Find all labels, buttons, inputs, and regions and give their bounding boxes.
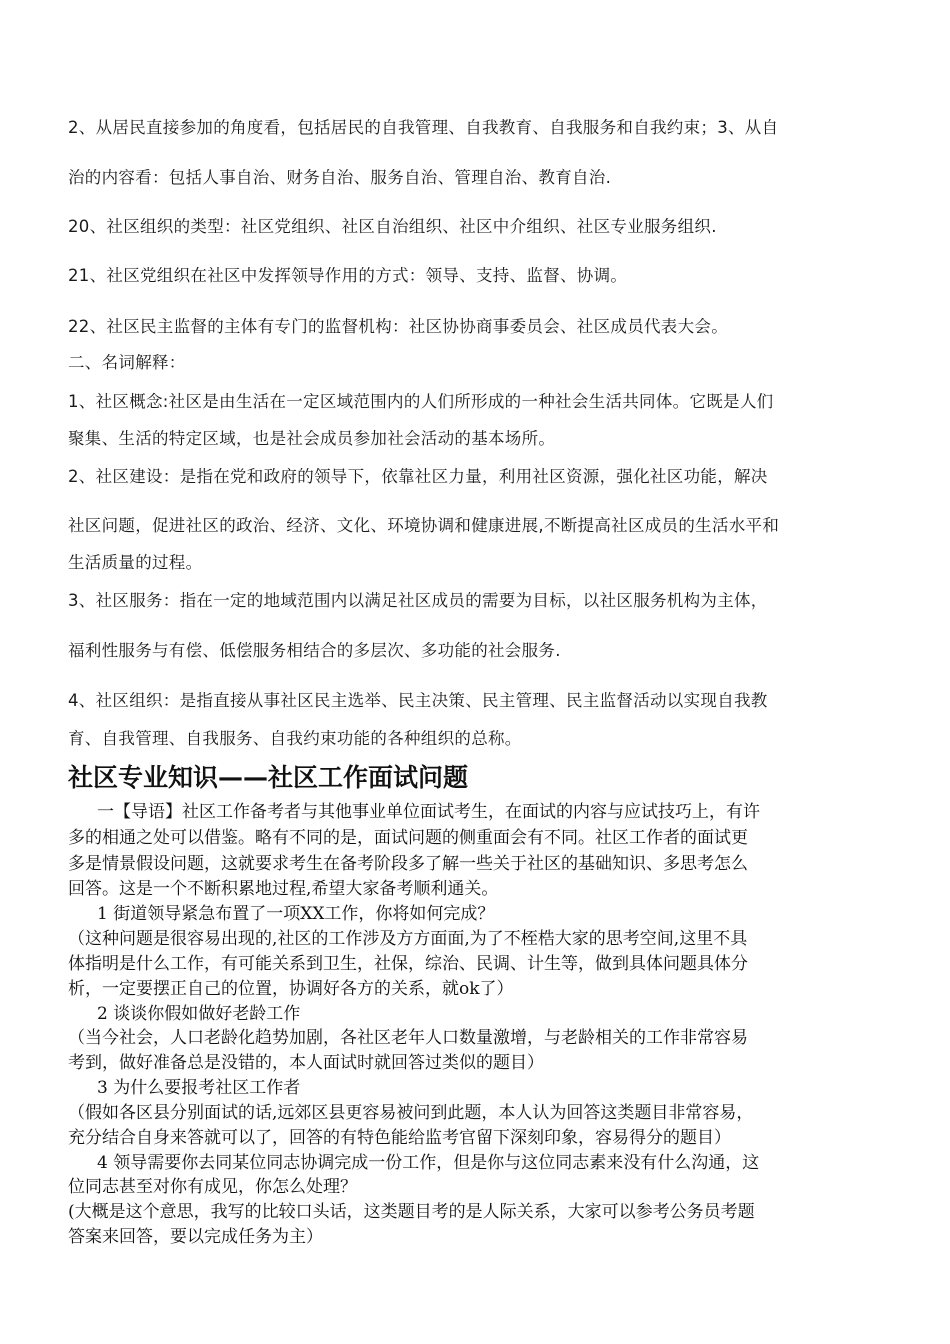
- text-line: 福利性服务与有偿、低偿服务相结合的多层次、多功能的社会服务.: [68, 641, 561, 660]
- text-line: 20、社区组织的类型：社区党组织、社区自治组织、社区中介组织、社区专业服务组织.: [68, 217, 717, 236]
- text-line: （假如各区县分别面试的话,远郊区县更容易被问到此题，本人认为回答这类题目非常容易，: [68, 1103, 754, 1123]
- text-line: 多的相通之处可以借鉴。略有不同的是，面试问题的侧重面会有不同。社区工作者的面试更: [68, 828, 748, 848]
- text-line: 21、社区党组织在社区中发挥领导作用的方式：领导、支持、监督、协调。: [68, 266, 628, 285]
- question-line: 4 领导需要你去同某位同志协调完成一份工作，但是你与这位同志素来没有什么沟通，这: [97, 1153, 760, 1173]
- section-title: 二、名词解释：: [68, 353, 186, 372]
- text-line: 育、自我管理、自我服务、自我约束功能的各种组织的总称。: [68, 729, 522, 748]
- text-line: 2、从居民直接参加的角度看，包括居民的自我管理、自我教育、自我服务和自我约束；3、从自: [68, 118, 779, 137]
- text-line: 22、社区民主监督的主体有专门的监督机构：社区协协商事委员会、社区成员代表大会。: [68, 317, 728, 336]
- question-line: 3 为什么要报考社区工作者: [97, 1078, 301, 1098]
- text-line: （这种问题是很容易出现的,社区的工作涉及方方面面,为了不桎梏大家的思考空间,这里不具: [68, 929, 748, 949]
- text-line: 1、社区概念:社区是由生活在一定区域范围内的人们所形成的一种社会生活共同体。它既是人们: [68, 392, 774, 411]
- text-line: 生活质量的过程。: [68, 553, 203, 572]
- text-line: 治的内容看：包括人事自治、财务自治、服务自治、管理自治、教育自治.: [68, 168, 612, 187]
- text-line: (大概是这个意思，我写的比较口头话，这类题目考的是人际关系，大家可以参考公务员考题: [68, 1202, 755, 1222]
- page-heading: 社区专业知识——社区工作面试问题: [68, 763, 469, 792]
- text-line: 一【导语】社区工作备考者与其他事业单位面试考生，在面试的内容与应试技巧上，有许: [97, 802, 760, 822]
- question-line: 1 街道领导紧急布置了一项XX工作，你将如何完成？: [97, 904, 495, 924]
- text-line: 回答。这是一个不断积累地过程,希望大家备考顺利通关。: [68, 879, 499, 899]
- text-line: 聚集、生活的特定区域，也是社会成员参加社会活动的基本场所。: [68, 429, 556, 448]
- text-line: 充分结合自身来答就可以了，回答的有特色能给监考官留下深刻印象，容易得分的题目）: [68, 1128, 731, 1148]
- text-line: 位同志甚至对你有成见，你怎么处理？: [68, 1177, 357, 1197]
- text-line: 4、社区组织：是指直接从事社区民主选举、民主决策、民主管理、民主监督活动以实现自我教: [68, 691, 768, 710]
- text-line: 析，一定要摆正自己的位置，协调好各方的关系，就ok了）: [68, 979, 514, 999]
- text-line: 体指明是什么工作，有可能关系到卫生，社保，综治、民调、计生等，做到具体问题具体分: [68, 954, 748, 974]
- text-line: 2、社区建设：是指在党和政府的领导下，依靠社区力量，利用社区资源，强化社区功能，解决: [68, 467, 768, 486]
- text-line: 多是情景假设问题，这就要求考生在备考阶段多了解一些关于社区的基础知识、多思考怎么: [68, 854, 748, 874]
- text-line: 考到，做好准备总是没错的，本人面试时就回答过类似的题目）: [68, 1053, 544, 1073]
- text-line: （当今社会，人口老龄化趋势加剧，各社区老年人口数量激增，与老龄相关的工作非常容易: [68, 1028, 748, 1048]
- text-line: 3、社区服务：指在一定的地域范围内以满足社区成员的需要为目标，以社区服务机构为主体，: [68, 591, 768, 610]
- text-line: 答案来回答，要以完成任务为主）: [68, 1227, 323, 1247]
- question-line: 2 谈谈你假如做好老龄工作: [97, 1004, 301, 1024]
- text-line: 社区问题，促进社区的政治、经济、文化、环境协调和健康进展,不断提高社区成员的生活水平和: [68, 516, 780, 535]
